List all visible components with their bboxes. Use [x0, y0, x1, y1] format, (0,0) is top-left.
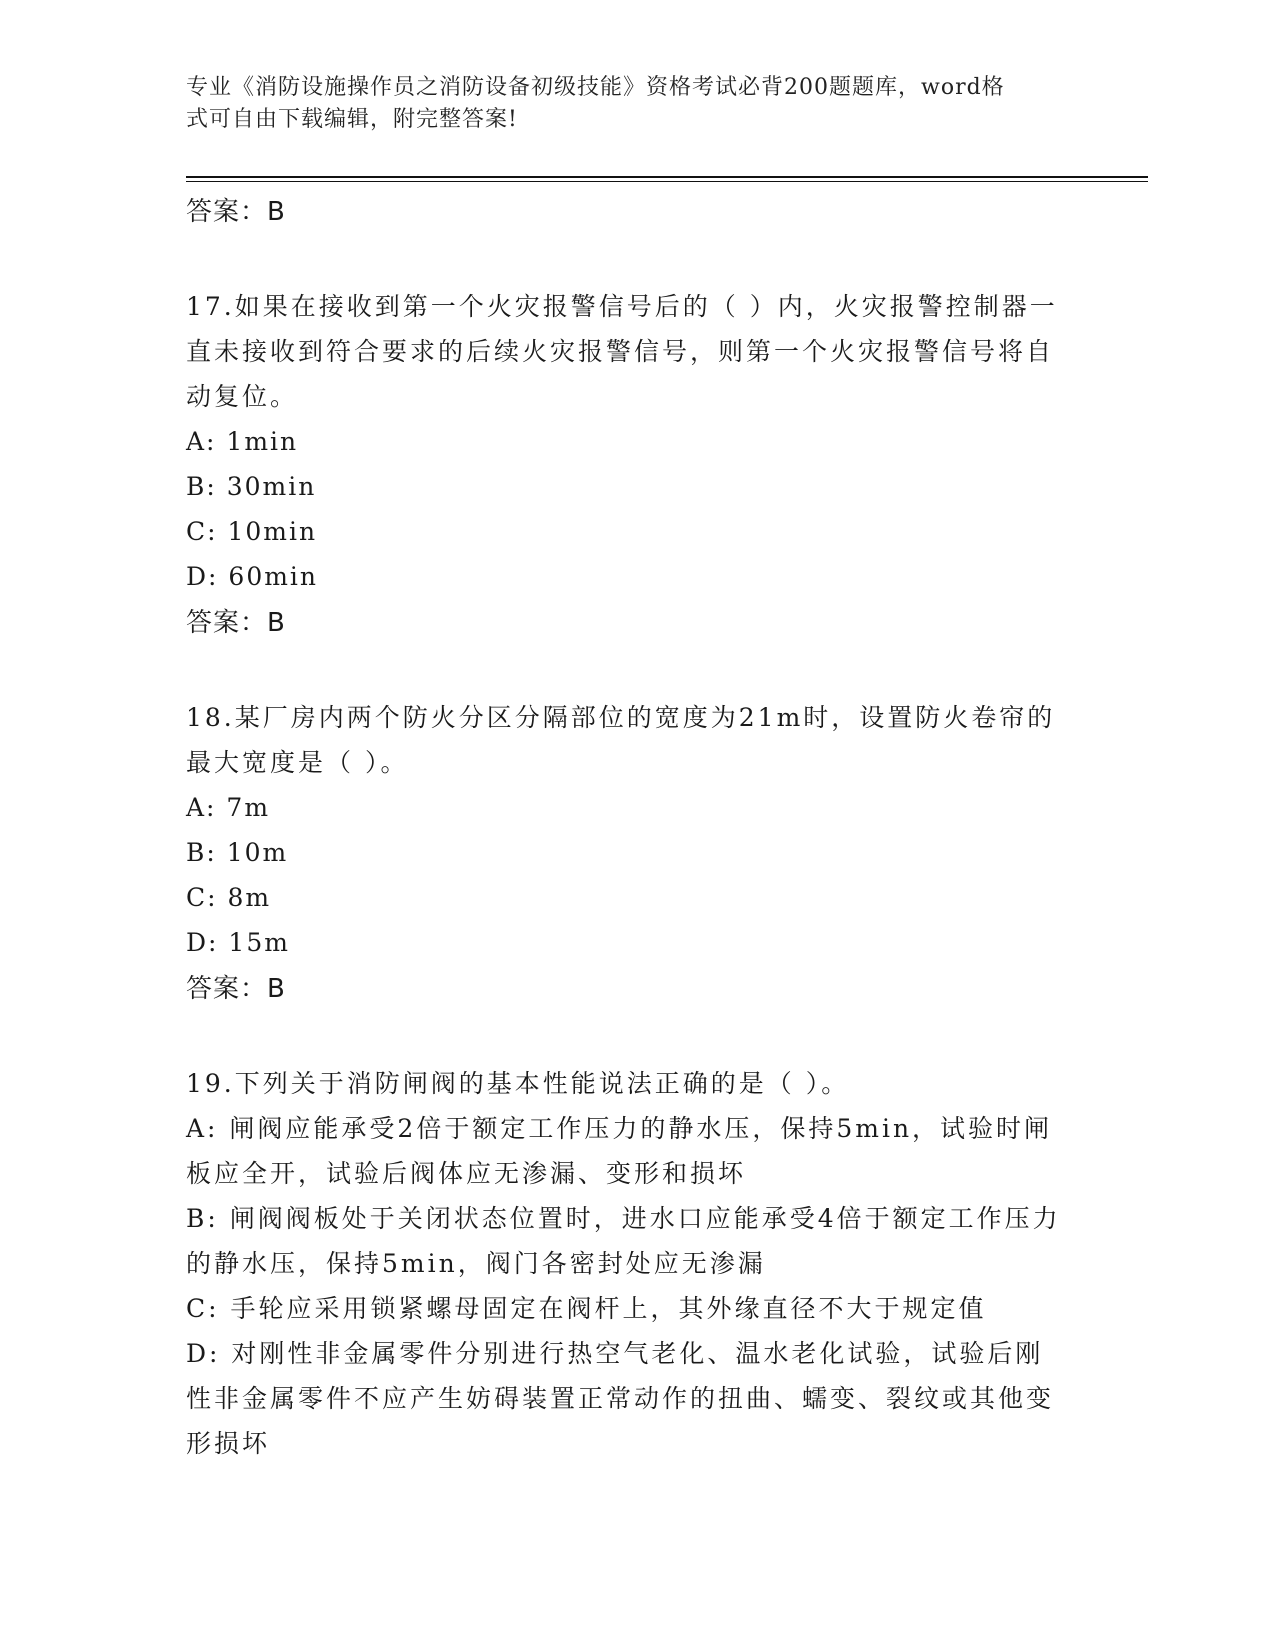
question-17-option-a: A: 1min [186, 427, 299, 456]
spacer [186, 236, 1066, 284]
question-19-option-c: C: 手轮应采用锁紧螺母固定在阀杆上，其外缘直径不大于规定值 [186, 1294, 987, 1323]
question-18-text: 18.某厂房内两个防火分区分隔部位的宽度为21m时，设置防火卷帘的最大宽度是（ ）。 [186, 703, 1056, 777]
header-line-1: 专业《消防设施操作员之消防设备初级技能》资格考试必背200题题库，word格 [186, 75, 1005, 100]
spacer [186, 1013, 1066, 1061]
document-header [186, 72, 1056, 136]
header-rule-thin [186, 181, 1148, 182]
question-18-option-a: A: 7m [186, 793, 271, 822]
header-line-2: 式可自由下载编辑，附完整答案! [186, 107, 518, 132]
question-19 [186, 1061, 1066, 1466]
question-17-option-b: B: 30min [186, 472, 317, 501]
question-19-option-b: B: 闸阀阀板处于关闭状态位置时，进水口应能承受4倍于额定工作压力的静水压，保持5min，阀门各密封处应无渗漏 [186, 1204, 1061, 1278]
question-17-option-c: C: 10min [186, 517, 318, 546]
question-18-option-b: B: 10m [186, 838, 289, 867]
question-18 [186, 695, 1066, 1013]
question-18-option-d: D: 15m [186, 928, 290, 957]
spacer [186, 647, 1066, 695]
question-19-option-d: D: 对刚性非金属零件分别进行热空气老化、温水老化试验，试验后刚性非金属零件不应产生妨碍装置正常动作的扭曲、蠕变、裂纹或其他变形损坏 [186, 1339, 1055, 1458]
question-17 [186, 284, 1066, 647]
question-content [186, 188, 1066, 1466]
header-rule-thick [186, 176, 1148, 178]
question-18-option-c: C: 8m [186, 883, 272, 912]
question-19-option-a: A: 闸阀应能承受2倍于额定工作压力的静水压，保持5min，试验时闸板应全开，试验后阀体应无渗漏、变形和损坏 [186, 1114, 1053, 1188]
question-19-text: 19.下列关于消防闸阀的基本性能说法正确的是（ ）。 [186, 1069, 850, 1098]
previous-answer: 答案：B [186, 197, 286, 227]
question-17-answer: 答案：B [186, 608, 286, 638]
question-17-option-d: D: 60min [186, 562, 319, 591]
question-17-text: 17.如果在接收到第一个火灾报警信号后的（ ）内，火灾报警控制器一直未接收到符合要求的后续火灾报警信号，则第一个火灾报警信号将自动复位。 [186, 292, 1058, 411]
question-18-answer: 答案：B [186, 974, 286, 1004]
